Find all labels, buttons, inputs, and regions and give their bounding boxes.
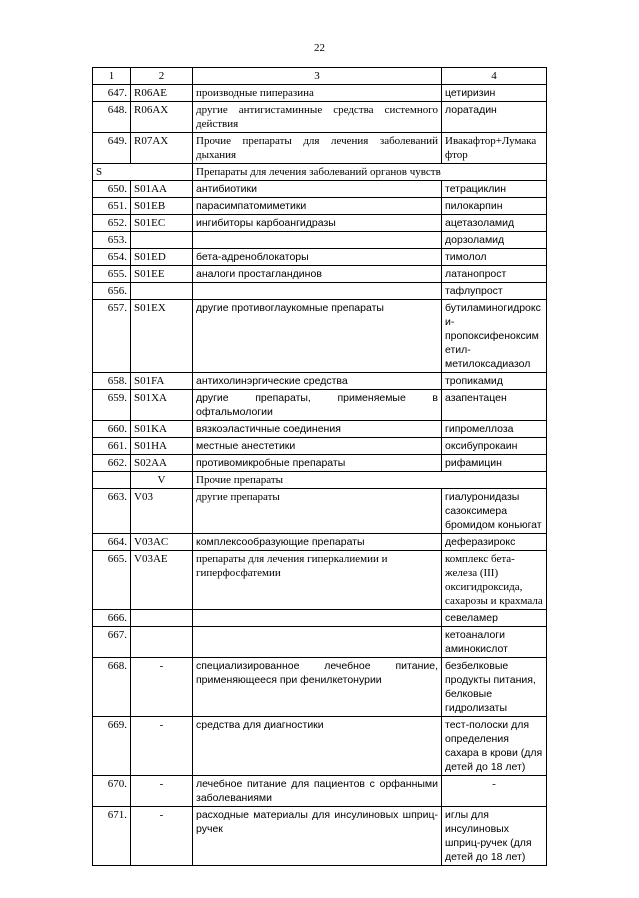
group-description: специализированное лечебное питание, применяющееся при фенилкетонурии — [193, 658, 442, 717]
drug-name: бутиламиногидрокси-пропоксифеноксиметил-метилоксадиазол — [442, 300, 547, 373]
column-header: 1 — [93, 68, 131, 85]
group-description: бета-адреноблокаторы — [193, 249, 442, 266]
section-title: Препараты для лечения заболеваний органов чувств — [193, 164, 547, 181]
column-header: 3 — [193, 68, 442, 85]
drug-name: комплекс бета-железа (III) оксигидроксида, сахарозы и крахмала — [442, 551, 547, 610]
group-description: другие препараты, применяемые в офтальмологии — [193, 390, 442, 421]
row-number: 663. — [93, 489, 131, 534]
drug-name: цетиризин — [442, 85, 547, 102]
table-row — [93, 807, 547, 866]
section-spacer — [93, 472, 131, 489]
drug-name: гипромеллоза — [442, 421, 547, 438]
drug-name: безбелковые продукты питания, белковые гидролизаты — [442, 658, 547, 717]
drug-name: тетрациклин — [442, 181, 547, 198]
group-description: комплексообразующие препараты — [193, 534, 442, 551]
table-row — [93, 181, 547, 198]
atc-code: V03 — [131, 489, 193, 534]
row-number: 650. — [93, 181, 131, 198]
drug-name: иглы для инсулиновых шприц-ручек (для детей до 18 лет) — [442, 807, 547, 866]
group-description — [193, 610, 442, 627]
group-description: другие противоглаукомные препараты — [193, 300, 442, 373]
atc-code: - — [131, 717, 193, 776]
atc-code: R06AE — [131, 85, 193, 102]
atc-code: R07AX — [131, 133, 193, 164]
atc-code: S02AA — [131, 455, 193, 472]
row-number: 653. — [93, 232, 131, 249]
table-row — [93, 610, 547, 627]
table-row — [93, 133, 547, 164]
table-row — [93, 421, 547, 438]
atc-code: S01KA — [131, 421, 193, 438]
row-number: 662. — [93, 455, 131, 472]
atc-code — [131, 232, 193, 249]
row-number: 648. — [93, 102, 131, 133]
table-row — [93, 776, 547, 807]
table-row — [93, 717, 547, 776]
table-row — [93, 551, 547, 610]
drug-table — [92, 67, 547, 866]
atc-code: - — [131, 658, 193, 717]
row-number: 671. — [93, 807, 131, 866]
group-description — [193, 283, 442, 300]
table-row — [93, 102, 547, 133]
section-code: S — [93, 164, 193, 181]
atc-code: S01HA — [131, 438, 193, 455]
row-number: 668. — [93, 658, 131, 717]
table-row — [93, 266, 547, 283]
row-number: 669. — [93, 717, 131, 776]
drug-name: рифамицин — [442, 455, 547, 472]
drug-name: тест-полоски для определения сахара в крови (для детей до 18 лет) — [442, 717, 547, 776]
group-description: антибиотики — [193, 181, 442, 198]
group-description: производные пиперазина — [193, 85, 442, 102]
group-description: противомикробные препараты — [193, 455, 442, 472]
group-description: вязкоэластичные соединения — [193, 421, 442, 438]
drug-name: тропикамид — [442, 373, 547, 390]
atc-code: S01ED — [131, 249, 193, 266]
column-header: 2 — [131, 68, 193, 85]
group-description — [193, 627, 442, 658]
table-row — [93, 373, 547, 390]
table-row — [93, 489, 547, 534]
row-number: 661. — [93, 438, 131, 455]
section-row — [93, 164, 547, 181]
group-description: другие препараты — [193, 489, 442, 534]
row-number: 665. — [93, 551, 131, 610]
table-row — [93, 455, 547, 472]
atc-code: S01FA — [131, 373, 193, 390]
row-number: 647. — [93, 85, 131, 102]
drug-name: кетоаналоги аминокислот — [442, 627, 547, 658]
atc-code: V03AC — [131, 534, 193, 551]
table-row — [93, 627, 547, 658]
atc-code: S01EC — [131, 215, 193, 232]
row-number: 667. — [93, 627, 131, 658]
atc-code — [131, 610, 193, 627]
table-row — [93, 658, 547, 717]
row-number: 664. — [93, 534, 131, 551]
atc-code: - — [131, 807, 193, 866]
atc-code: S01AA — [131, 181, 193, 198]
row-number: 651. — [93, 198, 131, 215]
group-description: парасимпатомиметики — [193, 198, 442, 215]
column-header: 4 — [442, 68, 547, 85]
table-row — [93, 85, 547, 102]
row-number: 659. — [93, 390, 131, 421]
section-title: Прочие препараты — [193, 472, 547, 489]
drug-name: латанопрост — [442, 266, 547, 283]
table-header-row — [93, 68, 547, 85]
row-number: 658. — [93, 373, 131, 390]
table-row — [93, 534, 547, 551]
row-number: 666. — [93, 610, 131, 627]
drug-name: - — [442, 776, 547, 807]
row-number: 649. — [93, 133, 131, 164]
atc-code: V03AE — [131, 551, 193, 610]
table-row — [93, 300, 547, 373]
group-description: аналоги простагландинов — [193, 266, 442, 283]
drug-name: тимолол — [442, 249, 547, 266]
atc-code: - — [131, 776, 193, 807]
section-code: V — [131, 472, 193, 489]
drug-name: азапентацен — [442, 390, 547, 421]
drug-name: тафлупрост — [442, 283, 547, 300]
group-description: расходные материалы для инсулиновых шприц-ручек — [193, 807, 442, 866]
group-description — [193, 232, 442, 249]
drug-name: ацетазоламид — [442, 215, 547, 232]
drug-name: деферазирокс — [442, 534, 547, 551]
atc-code — [131, 627, 193, 658]
group-description: местные анестетики — [193, 438, 442, 455]
drug-name: дорзоламид — [442, 232, 547, 249]
table-row — [93, 232, 547, 249]
drug-name: севеламер — [442, 610, 547, 627]
drug-name: Ивакафтор+Лумакафтор — [442, 133, 547, 164]
atc-code: R06AX — [131, 102, 193, 133]
row-number: 655. — [93, 266, 131, 283]
table-row — [93, 438, 547, 455]
row-number: 670. — [93, 776, 131, 807]
drug-name: лоратадин — [442, 102, 547, 133]
atc-code: S01EE — [131, 266, 193, 283]
atc-code: S01EB — [131, 198, 193, 215]
row-number: 660. — [93, 421, 131, 438]
drug-name: оксибупрокаин — [442, 438, 547, 455]
row-number: 652. — [93, 215, 131, 232]
group-description: другие антигистаминные средства системного действия — [193, 102, 442, 133]
group-description: средства для диагностики — [193, 717, 442, 776]
atc-code — [131, 283, 193, 300]
table-row — [93, 198, 547, 215]
group-description: препараты для лечения гиперкалиемии и гиперфосфатемии — [193, 551, 442, 610]
table-row — [93, 215, 547, 232]
atc-code: S01XA — [131, 390, 193, 421]
row-number: 657. — [93, 300, 131, 373]
group-description: лечебное питание для пациентов с орфанными заболеваниями — [193, 776, 442, 807]
table-row — [93, 390, 547, 421]
group-description: антихолинэргические средства — [193, 373, 442, 390]
drug-name: гиалуронидазы сазоксимера бромидом коньюгат — [442, 489, 547, 534]
table-row — [93, 249, 547, 266]
table-row — [93, 283, 547, 300]
page-number: 22 — [314, 42, 325, 54]
drug-name: пилокарпин — [442, 198, 547, 215]
section-row — [93, 472, 547, 489]
atc-code: S01EX — [131, 300, 193, 373]
row-number: 654. — [93, 249, 131, 266]
row-number: 656. — [93, 283, 131, 300]
group-description: ингибиторы карбоангидразы — [193, 215, 442, 232]
group-description: Прочие препараты для лечения заболеваний дыхания — [193, 133, 442, 164]
